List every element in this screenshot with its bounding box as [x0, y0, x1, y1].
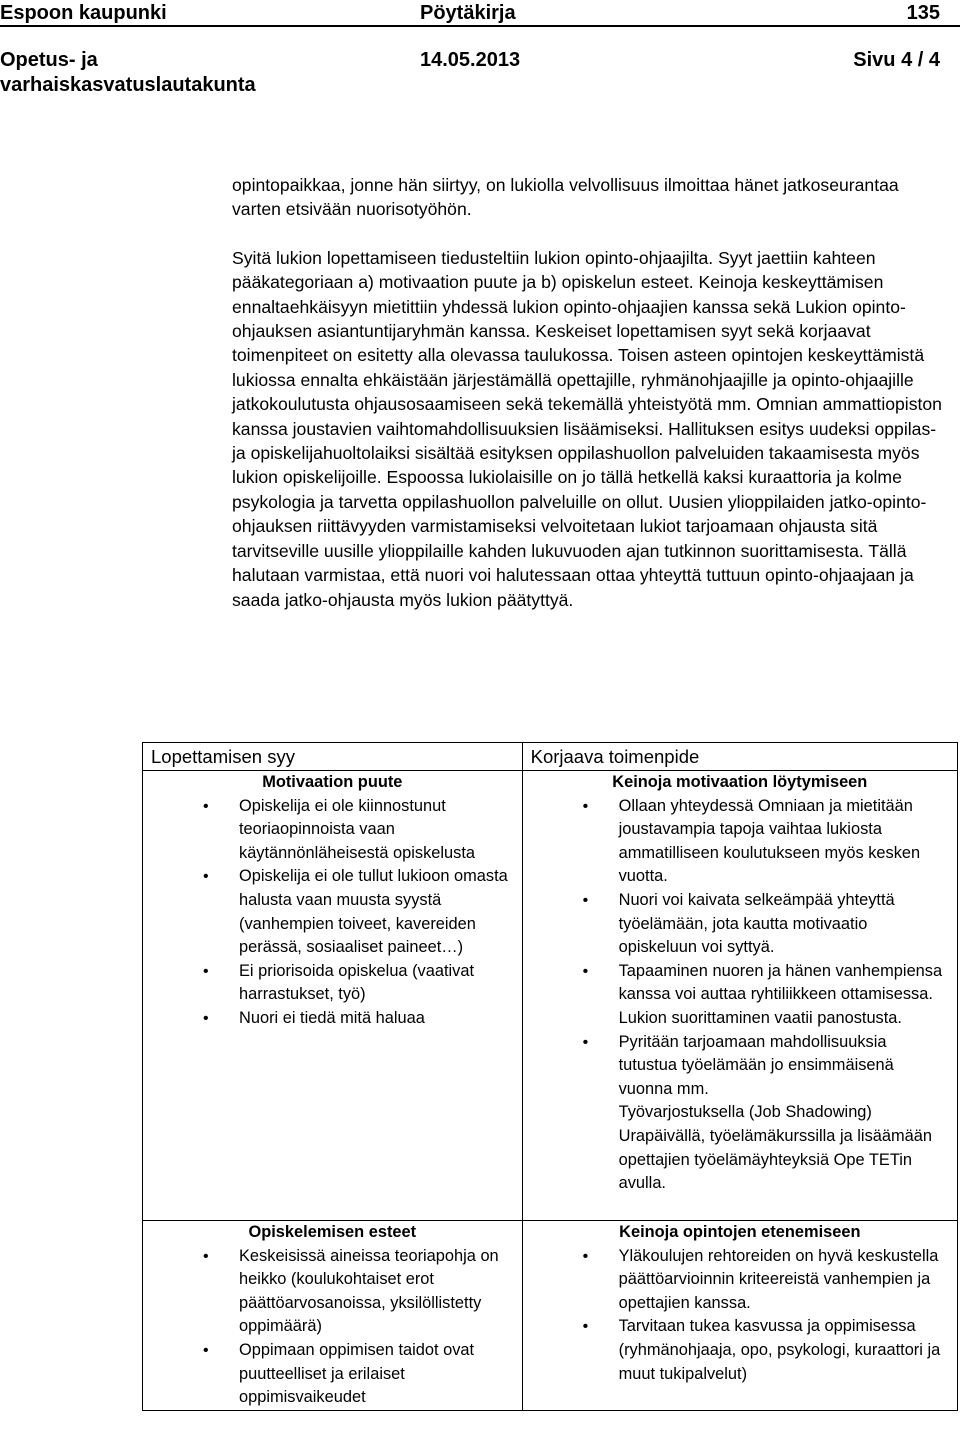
meeting-date: 14.05.2013	[420, 49, 521, 71]
list-item: • Opiskelija ei ole tullut lukioon omasta halusta vaan muusta syystä (vanhempien toiveet, kavereiden perässä, sosiaaliset paineet…)	[151, 865, 514, 959]
list-item: • Pyritään tarjoamaan mahdollisuuksia tutustua työelämään jo ensimmäisenä vuonna mm.	[531, 1031, 949, 1102]
col-header-remedy: Korjaava toimenpide	[522, 743, 957, 771]
list-item: • Yläkoulujen rehtoreiden on hyvä keskustella päättöarvioinnin kriteereistä vanhempien ja opettajien kanssa.	[531, 1245, 949, 1316]
list-item: • Ollaan yhteydessä Omniaan ja mietitään joustavampia tapoja vaihtaa lukiosta ammatilliseen koulutukseen myös kesken vuotta.	[531, 795, 949, 889]
header-rule	[0, 25, 960, 27]
remedy-list	[531, 1245, 949, 1387]
municipality-name: Espoon kaupunki	[0, 2, 167, 24]
list-item: • Tarvitaan tukea kasvussa ja oppimisessa (ryhmänohjaaja, opo, psykologi, kuraattori ja muut tukipalvelut)	[531, 1315, 949, 1386]
body-text	[232, 173, 948, 636]
page-indicator: Sivu 4 / 4	[853, 49, 940, 71]
remedy-title: Keinoja opintojen etenemiseen	[619, 1223, 861, 1241]
table-row	[143, 1221, 958, 1411]
list-item: • Tapaaminen nuoren ja hänen vanhempiensa kanssa voi auttaa ryhtiliikkeen ottamisessa. Lukion suorittaminen vaatii panostusta.	[531, 960, 949, 1031]
document-number: 135	[906, 2, 940, 24]
cause-list	[151, 1245, 514, 1410]
cause-title: Opiskelemisen esteet	[248, 1223, 417, 1241]
causes-remedies-table	[142, 742, 958, 1411]
list-item: • Opiskelija ei ole kiinnostunut teoriaopinnoista vaan käytännönläheisestä opiskelusta	[151, 795, 514, 866]
list-item: • Oppimaan oppimisen taidot ovat puutteelliset ja erilaiset oppimisvaikeudet	[151, 1339, 514, 1410]
list-item: • Nuori voi kaivata selkeämpää yhteyttä työelämään, jota kautta motivaatio opiskeluun voi syttyä.	[531, 889, 949, 960]
board-name-line1: Opetus- ja	[0, 49, 98, 71]
board-name-line2: varhaiskasvatuslautakunta	[0, 74, 256, 96]
table-row	[143, 771, 958, 1221]
paragraph-1: opintopaikkaa, jonne hän siirtyy, on lukiolla velvollisuus ilmoittaa hänet jatkoseurantaa varten etsivään nuorisotyöhön.	[232, 175, 899, 220]
cause-title: Motivaation puute	[262, 773, 403, 791]
list-item: • Ei priorisoida opiskelua (vaativat harrastukset, työ)	[151, 960, 514, 1007]
col-header-cause: Lopettamisen syy	[143, 743, 523, 771]
paragraph-2: Syitä lukion lopettamiseen tiedusteltiin lukion opinto-ohjaajilta. Syyt jaettiin kahteen pääkategoriaan a) motivaation puute ja b) opiskelun esteet. Keinoja keskeyttämisen ennaltaehkäisyyn mietittiin yhdessä lukion opinto-ohjaajien kanssa sekä Lukion opinto-ohjauksen asiantuntijaryhmän kanssa. Keskeiset lopettamisen syyt sekä korjaavat toimenpiteet on esitetty alla olevassa taulukossa. Toisen asteen opintojen keskeyttämistä lukiossa ennalta ehkäistään järjestämällä opettajille, ryhmänohjaajille ja opinto-ohjaajille jatkokoulutusta ohjausosaamiseen sekä tekemällä yhteistyötä mm. Omnian ammattiopiston kanssa joustavien vaihtomahdollisuuksien lisäämiseksi. Hallituksen esitys uudeksi oppilas- ja opiskelijahuoltolaiksi sisältää esityksen oppilashuollon palveluiden takaamisesta myös lukion opiskelijoille. Espoossa lukiolaisille on jo tällä hetkellä kaksi kuraattoria ja kolme psykologia ja tarvetta oppilashuollon palveluille on ollut. Uusien ylioppilaiden jatko-opinto-ohjauksen riittävyyden varmistamiseksi velvoitetaan lukiot tarjoamaan ohjausta sitä tarvitseville uusille ylioppilaille kahden lukuvuoden ajan tutkinnon suorittamisesta. Tällä halutaan varmistaa, että nuori voi halutessaan ottaa yhteyttä tuttuun opinto-ohjaajaan ja saada jatko-ohjausta myös lukion päätyttyä.	[232, 247, 942, 610]
remedy-title: Keinoja motivaation löytymiseen	[612, 773, 868, 791]
document-type: Pöytäkirja	[420, 2, 516, 24]
remedy-list	[531, 795, 949, 1102]
cause-list	[151, 795, 514, 1031]
remedy-continuation: Työvarjostuksella (Job Shadowing) Urapäivällä, työelämäkurssilla ja lisäämään opettajien työelämäyhteyksiä Ope TETin avulla.	[618, 1103, 932, 1193]
list-item: • Keskeisissä aineissa teoriapohja on heikko (koulukohtaiset erot päättöarvosanoissa, yksilöllistetty oppimäärä)	[151, 1245, 514, 1339]
list-item: • Nuori ei tiedä mitä haluaa	[151, 1007, 514, 1031]
